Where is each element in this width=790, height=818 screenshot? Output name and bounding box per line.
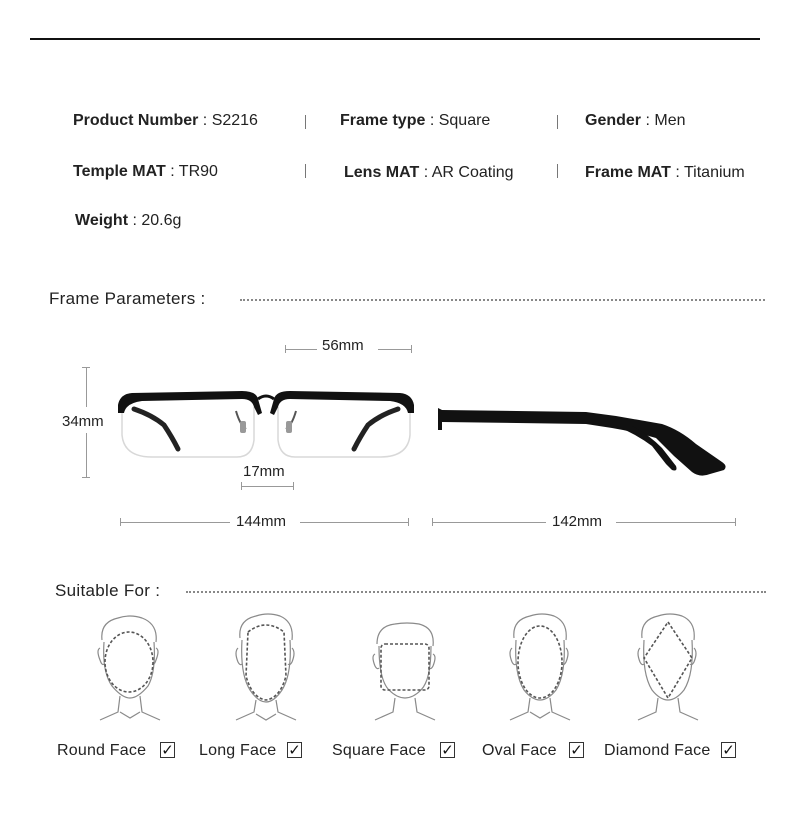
separator [305, 115, 306, 129]
checkbox-square: ✓ [441, 741, 454, 759]
lens-width-label: 56mm [322, 337, 364, 354]
spec-weight: Weight : 20.6g [75, 212, 182, 229]
spec-gender: Gender : Men [585, 112, 686, 129]
temple-length-label: 142mm [552, 513, 603, 530]
spec-value: Square [438, 112, 491, 129]
dimension-tick [411, 345, 412, 353]
checkbox-diamond: ✓ [722, 741, 735, 759]
spec-value: Titanium [683, 164, 745, 181]
dimension-tick [432, 518, 433, 526]
spec-label: Temple MAT [73, 163, 166, 180]
face-round-sketch [90, 612, 170, 724]
lens-height-label: 34mm [62, 413, 104, 430]
dimension-tick [82, 477, 90, 478]
face-label-oval: Oval Face [482, 742, 557, 759]
face-diamond-sketch [628, 612, 708, 724]
dimension-tick [241, 482, 242, 490]
dimension-line [86, 433, 87, 477]
dimension-tick [293, 482, 294, 490]
dimension-line [285, 349, 317, 350]
dimension-line [300, 522, 408, 523]
spec-product-number: Product Number : S2216 [73, 112, 258, 129]
face-long-sketch [226, 612, 306, 724]
checkbox-round: ✓ [161, 741, 174, 759]
spec-lens-mat: Lens MAT : AR Coating [344, 164, 514, 181]
dimension-tick [408, 518, 409, 526]
spec-label: Lens MAT [344, 164, 420, 181]
dimension-line [432, 522, 546, 523]
face-oval-sketch [500, 612, 580, 724]
spec-value: TR90 [178, 163, 218, 180]
spec-frame-mat: Frame MAT : Titanium [585, 164, 745, 181]
glasses-front-view [112, 385, 420, 463]
dimension-tick [735, 518, 736, 526]
spec-label: Frame type [340, 112, 426, 129]
dimension-line [86, 367, 87, 407]
dimension-line [616, 522, 735, 523]
checkbox-long: ✓ [288, 741, 301, 759]
face-label-round: Round Face [57, 742, 147, 759]
dimension-tick [285, 345, 286, 353]
spec-label: Frame MAT [585, 164, 671, 181]
face-label-long: Long Face [199, 742, 277, 759]
spec-label: Gender [585, 112, 642, 129]
face-label-diamond: Diamond Face [604, 742, 711, 759]
frame-width-label: 144mm [236, 513, 287, 530]
frame-parameters-title: Frame Parameters : [49, 289, 206, 308]
spec-value: 20.6g [141, 212, 182, 229]
spec-value: S2216 [211, 112, 258, 129]
face-label-square: Square Face [332, 742, 426, 759]
separator [557, 164, 558, 178]
separator [557, 115, 558, 129]
glasses-temple-view [436, 404, 732, 480]
dimension-tick [82, 367, 90, 368]
spec-value: Men [654, 112, 686, 129]
suitable-for-title: Suitable For : [55, 581, 161, 600]
spec-label: Product Number [73, 112, 199, 129]
spec-frame-type: Frame type : Square [340, 112, 491, 129]
dimension-tick [120, 518, 121, 526]
dotted-divider [240, 299, 765, 301]
dotted-divider [186, 591, 766, 593]
face-square-sketch [365, 620, 445, 724]
dimension-line [120, 522, 230, 523]
separator [305, 164, 306, 178]
spec-label: Weight [75, 212, 129, 229]
spec-value: AR Coating [431, 164, 514, 181]
dimension-line [241, 486, 293, 487]
dimension-line [378, 349, 411, 350]
bridge-width-label: 17mm [243, 463, 285, 480]
top-divider [30, 38, 760, 40]
spec-temple-mat: Temple MAT : TR90 [73, 163, 218, 180]
checkbox-oval: ✓ [570, 741, 583, 759]
